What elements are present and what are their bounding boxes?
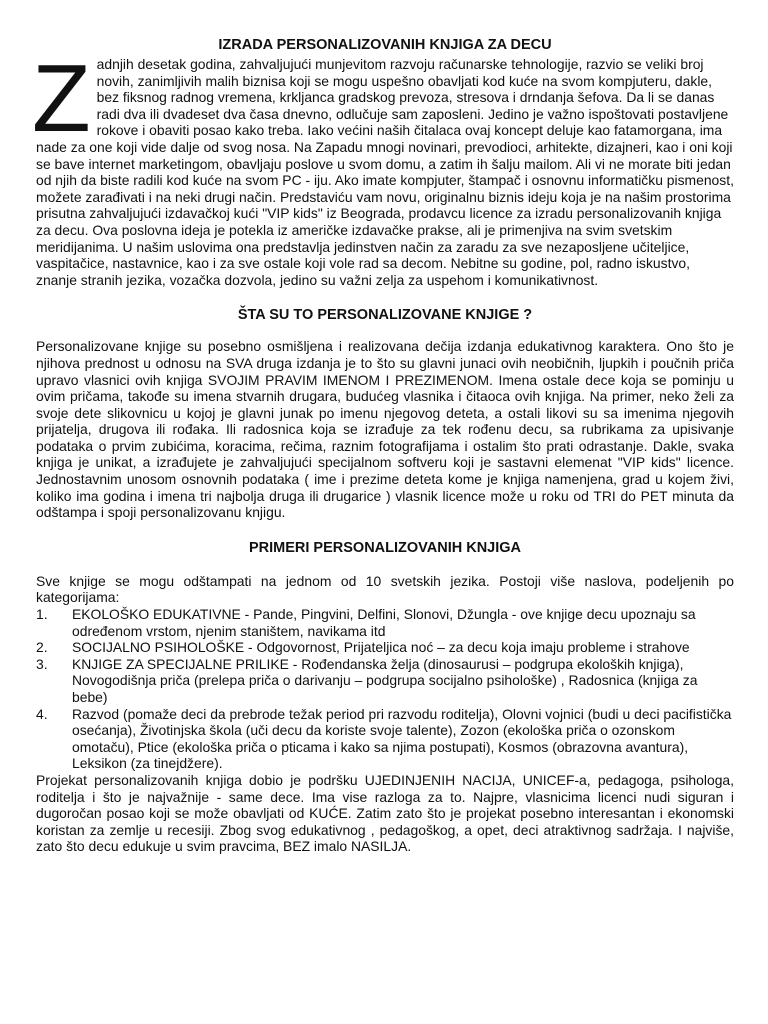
section-heading-what-are: ŠTA SU TO PERSONALIZOVANE KNJIGE ? bbox=[237, 307, 533, 324]
intro-text: adnjih desetak godina, zahvaljujući munjevitom razvoju računarske tehnologije, razvio se veliki broj novih, zanimljivih malih biznisa koji se mogu uspešno obavljati kod kuće na svom kompjuteru, dakle, bez fiksnog radnog vremena, krkljanca gradskog prevoza, stresova i drndanja šefova. Da li se danas radi dva ili dvadeset dva časa dnevno, odlučuje sam zaposleni. Jedino je važno ispoštovati postavljene rokove i obaviti posao kako treba. Iako većini naših čitalaca ovaj koncept deluje kao fatamorgana, ima nade za one koji vide dalje od svog nosa. Na Zapadu mnogi novinari, prevodioci, arhitekte, dizajneri, kao i oni koji se bave internet marketingom, obavljaju poslove u svom domu, a zatim ih šalju mailom. Ali vi ne morate biti jedan od njih da biste radili kod kuće na svom PC - iju. Ako imate kompjuter, štampač i osnovnu informatičku pismenost, možete zarađivati i na neki drugi način. Predstaviću vam novu, originalnu biznis ideju koja je na našim prostorima prisutna zahvaljujući izdavačkoj kući "VIP kids" iz Beograda, prodavcu licence za izradu personalizovanih knjiga za decu. Ova poslovna ideja je potekla iz američke izdavačke prakse, ali je primenjiva na svim svetskim meridijanima. U našim uslovima ona predstavlja jedinstven način za zaradu za sve nezaposljene učiteljice, vaspitačice, nastavnice, kao i za sve ostale koji vole rad sa decom. Nebitne su godine, pol, radno iskustvo, znanje stranih jezika, vozačka dozvola, jedino su važni zelja za uspehom i komunikativnost. bbox=[36, 56, 734, 288]
category-list bbox=[36, 606, 734, 772]
list-item-number: 3. bbox=[36, 655, 48, 672]
list-item-text: SOCIJALNO PSIHOLOŠKE - Odgovornost, Prijateljica noć – za decu koja imaju probleme i strahove bbox=[72, 639, 690, 656]
examples-lead: Sve knjige se mogu odštampati na jednom od 10 svetskih jezika. Postoji više naslova, podeljenih po kategorijama: bbox=[36, 572, 734, 606]
list-item-text: EKOLOŠKO EDUKATIVNE - Pande, Pingvini, Delfini, Slonovi, Džungla - ove knjige decu upoznaju sa određenom vrstom, njenim staništem, navikama itd bbox=[72, 606, 696, 639]
section-what-are-body: Personalizovane knjige su posebno osmišljena i realizovana dečija izdanja edukativnog karaktera. Ono što je njihova prednost u odnosu na SVA druga izdanja je to što su glavni junaci ovih neobičnih, ljupkih i poučnih priča upravo vlasnici ovih knjiga SVOJIM PRAVIM IMENOM I PREZIMENOM. Imena ostale dece koja se pominju u ovim pričama, takođe su imena stvarnih drugara, budućeg vlasnika i čitaoca ovih knjiga. Na primer, neko želi za svoje dete slikovnicu u kojoj je glavni junak po imenu njegovog deteta, a ostali likovi su sa imenima njegovih prijatelja, drugova ili rođaka. Ili radosnica koja se izrađuje za tek rođenu decu, sa rubrikama za upisivanje podataka o prvim zubićima, koracima, rečima, raznim fotografijama i ostalim što prati odrastanje. Dakle, svaka knjiga je unikat, a izrađujete je zahvaljujući specijalnom softveru koji je sastavni elemenat "VIP kids" licence. Jednostavnim unosom osnovnih podataka ( ime i prezime deteta kome je knjiga namenjena, grad u kojem živi, koliko ima godina i imena tri najbolja druga ili drugarice ) vlasnik licence može u roku od TRI do PET minuta da odštampa i spoji personalizovanu knjigu. bbox=[36, 338, 734, 521]
list-item bbox=[36, 639, 734, 656]
list-item-number: 2. bbox=[36, 639, 48, 656]
drop-cap-letter: Z bbox=[32, 45, 91, 152]
list-item-text: KNJIGE ZA SPECIJALNE PRILIKE - Rođendanska želja (dinosaurusi – podgrupa ekoloških knjiga), Novogodišnja priča (prelepa priča o darivanju – podgrupa socijalno psihološke) , Radosnica (knjiga za bebe) bbox=[72, 655, 698, 705]
list-item bbox=[36, 656, 734, 706]
list-item-number: 1. bbox=[36, 606, 48, 623]
section-heading-examples: PRIMERI PERSONALIZOVANIH KNJIGA bbox=[248, 539, 522, 556]
document-page bbox=[32, 36, 734, 855]
closing-paragraph: Projekat personalizovanih knjiga dobio je podršku UJEDINJENIH NACIJA, UNICEF-a, pedagoga, psihologa, roditelja i što je najvažnije - same dece. Ima vise razloga za to. Najpre, vlasnicima licenci nudi siguran i dugoročan posao koji se može obavljati od KUĆE. Zatim zato što je projekat posebno interesantan i ekonomski koristan za zemlje u recesiji. Zbog svog edukativnog , pedagoškog, a opet, deci atraktivnog sadržaja. I najviše, zato što decu edukuje u svim pravcima, BEZ imalo NASILJA. bbox=[36, 771, 734, 855]
list-item-number: 4. bbox=[36, 705, 48, 722]
page-title: IZRADA PERSONALIZOVANIH KNJIGA ZA DECU bbox=[218, 37, 552, 53]
list-item bbox=[36, 606, 734, 639]
list-item-text: Razvod (pomaže deci da prebrode težak period pri razvodu roditelja), Olovni vojnici (budi u deci pacifistička osećanja), Životinjska škola (uči decu da koriste svoje talente), Zozon (ekološka priča o ozonskom omotaču), Ptice (ekološka priča o pticama i kako sa njima postupati), Kosmos (obrazovna avantura), Leksikon (za tinejdžere). bbox=[72, 705, 732, 772]
list-item bbox=[36, 706, 734, 772]
